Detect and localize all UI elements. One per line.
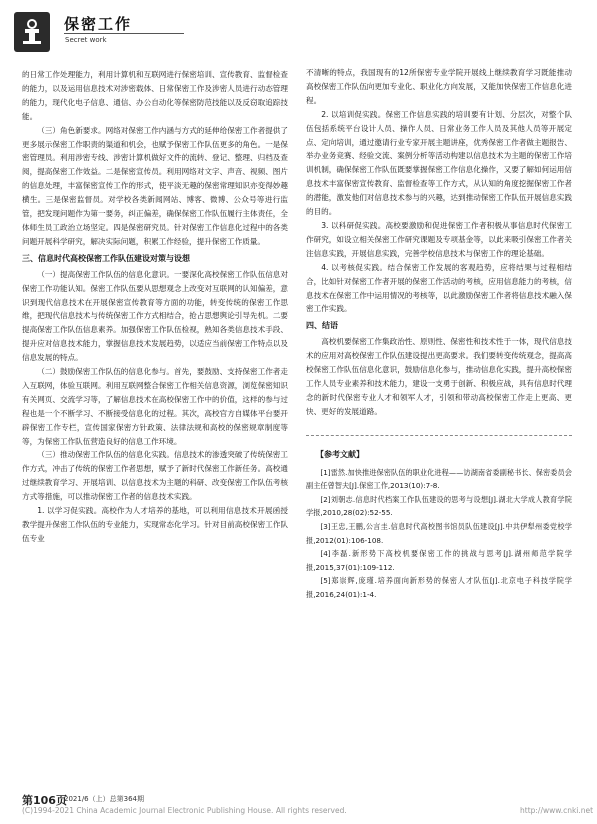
paragraph: 的日常工作处理能力，利用计算机和互联网进行保密培训、宣传教育、监督检查的能力，以及运用信息技术对涉密载体、日常保密工作及涉密人员进行动态管理的能力，现代化电子信息、通信、办公自动化等保密防范技能以及反窃取追踪技能。 (22, 70, 288, 121)
header-divider (64, 33, 184, 34)
page-footer (0, 784, 597, 824)
paragraph: （三）角色新要求。网络对保密工作内涵与方式的延伸给保密工作者提供了更多展示保密工作职责的渠道和机会，也赋予保密工作队伍更多的角色。一是保密管理员。利用涉密专线、涉密计算机做好文件的流转、登记、整理、归档及查阅，提高保密工作效益。二是保密宣传员。利用网络对文字、声音、视频、图片的信息处理，丰富保密宣传工作的形式，使平淡无趣的保密常理知识亦变得妙趣横生。三是保密监督员。对学校各类新闻网站、博客、微博、公众号等进行监管，把发现问题作为第一要务，纠正偏差，确保保密工作队伍履行主体责任，全体师生员工政治立场坚定。四是保密研究员。针对保密工作信息化过程中的各类问题开展科学研究，解决实际问题，积累工作经验，提升保密工作质量。 (22, 125, 288, 246)
issue-info: 2021/6（上）总第364期 (64, 795, 144, 803)
paragraph: 1. 以学习促实践。高校作为人才培养的基地，可以利用信息技术开展函授教学提升保密工作队伍的专业能力，实现常态化学习。针对目前高校保密工作队伍专业 (22, 506, 288, 543)
reference-item: [3]王忠,王鹏,公言圭.信息时代高校图书馆员队伍建设[J].中共伊犁州委党校学报,2012(01):106-108. (306, 521, 572, 545)
paragraph: 3. 以科研促实践。高校要激励和促进保密工作者积极从事信息时代保密工作研究，如设立相关保密工作研究课题及专项基金等，以此来吸引保密工作者关注信息实践，开展信息实践，完善学校信息技术与保密工作的理论基础。 (306, 220, 572, 258)
references-title: 【参考文献】 (316, 449, 364, 459)
page-number: 第106页 (22, 794, 67, 807)
page-header (0, 0, 597, 62)
right-column (306, 66, 572, 602)
paragraph: （二）鼓励保密工作队伍的信息化参与。首先，要鼓励、支持保密工作者走入互联网，体验互联网。利用互联网整合保密工作相关信息资源，浏览保密知识有关网页、交流学习等，了解信息技术在高校保密工作中的价值，这样的参与过程也是一个不断学习、不断接受信息化的过程。其次，高校官方自媒体平台要开辟保密工作专栏，宣传国家保密方针政策、法律法规和高校的保密规章制度等等，为保密工作队伍营造良好的信息工作环境。 (22, 367, 288, 446)
section-heading: 四、结语 (306, 321, 338, 331)
section-subtitle: Secret work (65, 36, 107, 44)
copyright-notice: (C)1994-2021 China Academic Journal Electronic Publishing House. All rights reserved. (22, 806, 347, 815)
paragraph: 不清晰的特点，我国现有的12所保密专业学院开展线上继续教育学习既能推动高校保密工作队伍向更加专业化、职业化方向发展，又能加快保密工作信息化进程。 (306, 68, 572, 105)
paragraph: （三）推动保密工作队伍的信息化实践。信息技术的渗透突破了传统保密工作方式，冲击了传统的保密工作者思想，赋予了新时代保密工作新任务。高校通过继续教育学习、开展培训、以信息技术为主题的科研、改变保密工作队伍考核方式等措施，可以推动保密工作者的信息技术实践。 (22, 450, 288, 502)
paragraph: 2. 以培训促实践。保密工作信息实践的培训要有计划、分层次，对整个队伍包括系统平台设计人员、操作人员、日常业务工作人员及其他人员等开展定点、定向培训，通过邀请行业专家开展主题讲座，优秀保密工作者做主题报告、举办业务竞赛、经验交流、案例分析等活动构建以信息技术为主题的保密工作培训机制，确保保密工作队伍既要掌握保密工作信息化操作，又要了解如何运用信息技术丰富保密宣传教育、监督检查等工作方式，从认知的角度挖掘保密工作者的潜能，激发他们对信息技术参与的兴趣，达到推动保密工作队伍开展信息实践的目的。 (306, 109, 572, 217)
source-url[interactable]: http://www.cnki.net (520, 806, 594, 815)
reference-item: [5]郑崇辉,庞瑾.培养面向新形势的保密人才队伍[J].北京电子科技学院学报,2016,24(01):1-4. (306, 576, 572, 599)
left-column (22, 68, 288, 546)
reference-item: [4]李磊.新形势下高校机要保密工作的挑战与思考[J].湖州师范学院学报,2015,37(01):109-112. (306, 549, 572, 572)
references (306, 435, 572, 602)
section-heading: 三、信息时代高校保密工作队伍建设对策与设想 (22, 253, 190, 263)
section-title: 保密工作 (64, 15, 133, 33)
reference-item: [2]刘朝志.信息时代档案工作队伍建设的思考与设想[J].湖北大学成人教育学院学报,2010,28(02):52-55. (306, 494, 572, 518)
reference-item: [1]雷然.加快推进保密队伍的职业化进程——访湖南省委副秘书长、保密委员会副主任曾智夫[J].保密工作,2013(10):7-8. (306, 467, 572, 491)
lock-icon (14, 12, 50, 52)
paragraph: 4. 以考核促实践。结合保密工作发展的客观趋势，应将结果与过程相结合，比如针对保密工作者开展的保密工作活动的考核，应用信息能力的考核，信息技术在保密工作中运用情况的考核等，以此激励保密工作者将信息技术融入保密工作实践。 (306, 262, 572, 314)
paragraph: （一）提高保密工作队伍的信息化意识。一要深化高校保密工作队伍信息对保密工作功能认知。保密工作队伍要从思想观念上改变对互联网的认知偏差，意识到现代信息技术在开展保密宣传教育等方面的功能，转变传统的保密工作思维，把现代信息技术与传统保密工作方式相结合，抢占思想舆论引导先机。二要提高保密工作队伍信息素养。加强保密工作队伍检视，熟知各类信息技术手段、提升应对信息技术能力，掌握信息技术发展趋势，以适应当前保密工作特点以及信息发展的特点。 (22, 269, 288, 363)
paragraph: 高校机要保密工作集政治性、原则性、保密性和技术性于一体，现代信息技术的应用对高校保密工作队伍建设提出更高要求。我们要转变传统观念，提高高校保密工作队伍信息化意识，鼓励信息化参与，推动信息化实践，提升高校保密工作人员专业素养和技术能力，建设一支勇于创新、积极应战，具有信息时代理念的新时代保密专业人才和领军人才，引领和带动高校保密工作走上更高、更快、更好的发展道路。 (306, 337, 572, 416)
